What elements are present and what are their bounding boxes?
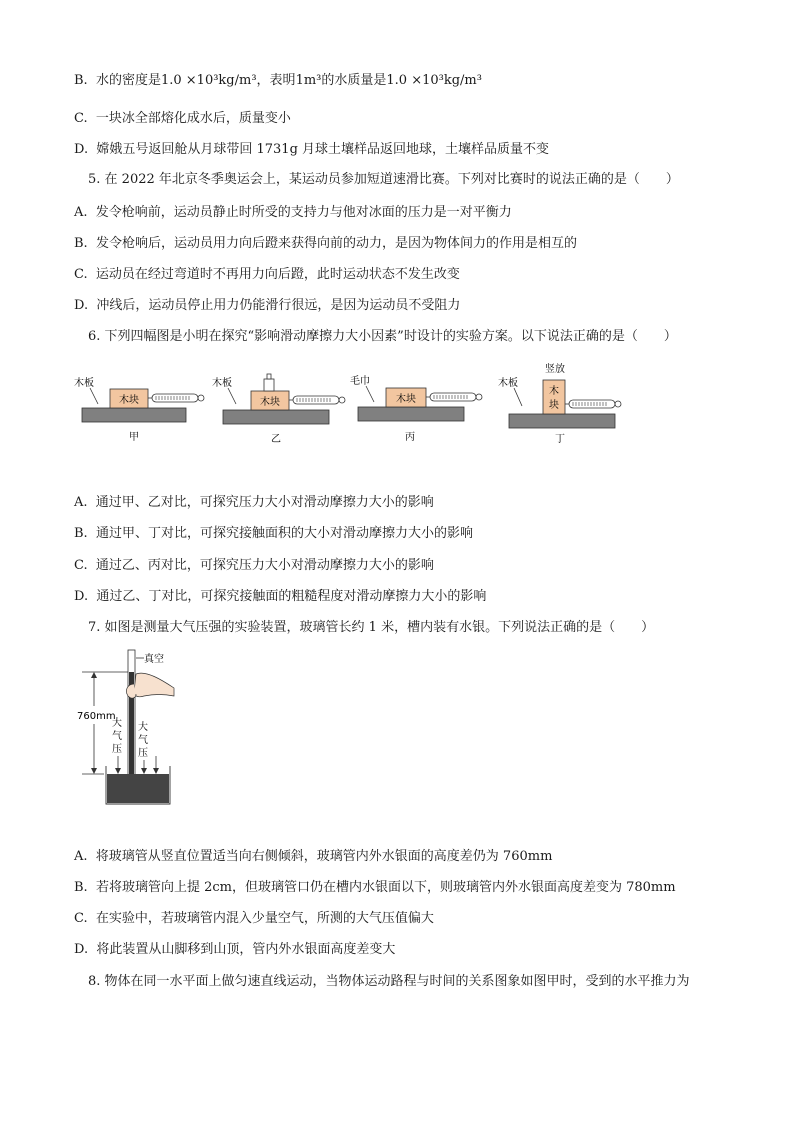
board-ding <box>509 414 615 428</box>
svg-text:压: 压 <box>112 744 122 755</box>
barometer-figure <box>74 644 214 814</box>
height-label: 760mm <box>77 711 116 722</box>
svg-text:木块: 木块 <box>396 394 416 405</box>
board-jia <box>82 408 186 422</box>
q5-option-c: C. 运动员在经过弯道时不再用力向后蹬，此时运动状态不发生改变 <box>74 267 460 282</box>
q6-stem: 6. 下列四幅图是小明在探究“影响滑动摩擦力大小因素”时设计的实验方案。以下说法正确的是（ ） <box>88 329 677 344</box>
q6-option-c: C. 通过乙、丙对比，可探究压力大小对滑动摩擦力大小的影响 <box>74 558 434 573</box>
q7-option-b: B. 若将玻璃管向上提 2cm，但玻璃管口仍在槽内水银面以下，则玻璃管内外水银面高度差变为 780mm <box>74 880 676 895</box>
q5-option-a: A. 发令枪响前，运动员静止时所受的支持力与他对冰面的压力是一对平衡力 <box>74 205 512 220</box>
board-yi <box>223 410 329 424</box>
q4-option-c: C. 一块冰全部熔化成水后，质量变小 <box>74 111 291 126</box>
surface-label-ding: 木板 <box>498 378 518 389</box>
q6-option-a: A. 通过甲、乙对比，可探究压力大小对滑动摩擦力大小的影响 <box>74 495 434 510</box>
q5-option-b: B. 发令枪响后，运动员用力向后蹬来获得向前的动力，是因为物体间力的作用是相互的 <box>74 236 577 251</box>
svg-text:大: 大 <box>138 722 148 733</box>
q7-stem: 7. 如图是测量大气压强的实验装置，玻璃管长约 1 米，槽内装有水银。下列说法正确的是（ ） <box>88 620 655 635</box>
vacuum-label: 真空 <box>144 654 164 665</box>
surface-label-bing: 毛巾 <box>350 376 370 387</box>
q5-option-d: D. 冲线后，运动员停止用力仍能滑行很远，是因为运动员不受阻力 <box>74 298 461 313</box>
svg-text:木块: 木块 <box>119 395 139 406</box>
q6-option-d: D. 通过乙、丁对比，可探究接触面的粗糙程度对滑动摩擦力大小的影响 <box>74 589 487 604</box>
svg-text:木: 木 <box>549 386 559 397</box>
setup-bing <box>350 374 482 443</box>
q7-option-a: A. 将玻璃管从竖直位置适当向右侧倾斜，玻璃管内外水银面的高度差仍为 760mm <box>74 849 553 864</box>
vertical-label-ding: 竖放 <box>545 364 565 375</box>
svg-text:压: 压 <box>138 748 148 759</box>
q4-option-d: D. 嫦娥五号返回舱从月球带回 1731g 月球土壤样品返回地球，土壤样品质量不变 <box>74 142 550 157</box>
hand-icon <box>134 673 174 697</box>
q8-stem: 8. 物体在同一水平面上做匀速直线运动，当物体运动路程与时间的关系图象如图甲时，受到的水平推力为 <box>88 974 690 989</box>
svg-text:大: 大 <box>112 718 122 729</box>
weight-yi <box>264 379 274 391</box>
caption-yi: 乙 <box>271 434 281 445</box>
svg-text:气: 气 <box>138 735 148 746</box>
svg-text:气: 气 <box>112 731 122 742</box>
setup-yi <box>212 374 345 445</box>
caption-bing: 丙 <box>405 432 415 443</box>
q7-option-d: D. 将此装置从山脚移到山顶，管内外水银面高度差变大 <box>74 942 396 957</box>
q5-stem: 5. 在 2022 年北京冬季奥运会上，某运动员参加短道速滑比赛。下列对比赛时的说法正确的是（ ） <box>88 172 679 187</box>
surface-label-jia: 木板 <box>74 378 94 389</box>
surface-label-yi: 木板 <box>212 378 232 389</box>
svg-text:木块: 木块 <box>260 397 280 408</box>
setup-ding <box>498 362 621 445</box>
density-value: 1.0 ×10³kg/m³ <box>160 73 257 88</box>
q7-option-c: C. 在实验中，若玻璃管内混入少量空气，所测的大气压值偏大 <box>74 911 434 926</box>
caption-jia: 甲 <box>129 432 139 443</box>
svg-text:块: 块 <box>549 400 559 411</box>
setup-jia <box>74 376 204 443</box>
caption-ding: 丁 <box>555 434 565 445</box>
towel-bing <box>358 407 464 421</box>
q6-option-b: B. 通过甲、丁对比，可探究接触面积的大小对滑动摩擦力大小的影响 <box>74 526 473 541</box>
q4-option-b: B. 水的密度是1.0 ×10³kg/m³，表明1m³的水质量是1.0 ×10³kg/m³ <box>74 73 482 88</box>
friction-experiment-figure <box>74 360 734 450</box>
